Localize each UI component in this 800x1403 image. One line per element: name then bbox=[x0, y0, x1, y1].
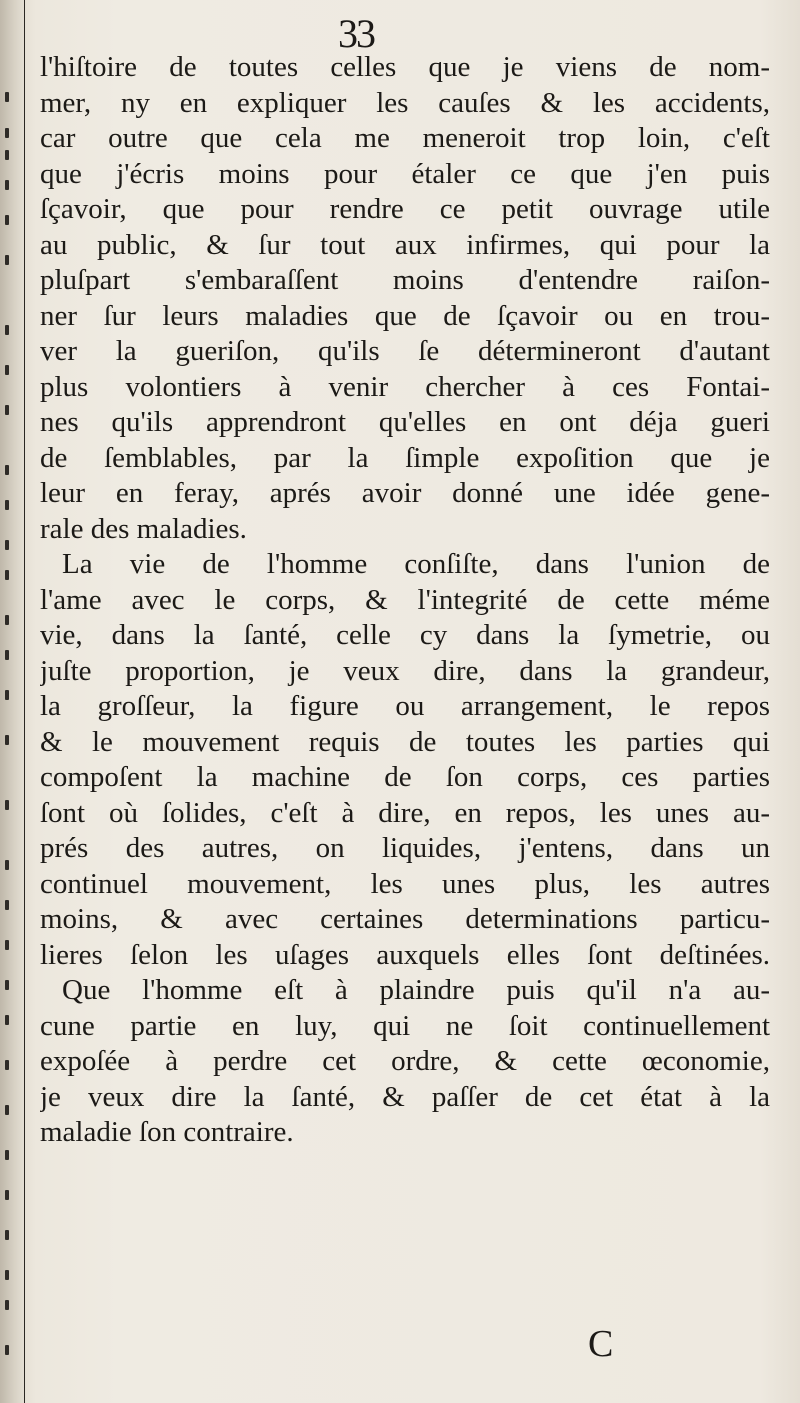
gutter-mark bbox=[5, 615, 9, 625]
gutter-mark bbox=[5, 465, 9, 475]
text-line: cune partie en luy, qui ne ſoit continuellement bbox=[40, 1009, 770, 1042]
gutter-mark bbox=[5, 900, 9, 910]
gutter-mark bbox=[5, 1345, 9, 1355]
paragraph-start-line: Que l'homme eſt à plaindre puis qu'il n'a au- bbox=[62, 974, 770, 1006]
gutter-mark bbox=[5, 800, 9, 810]
gutter-mark bbox=[5, 650, 9, 660]
gutter-mark bbox=[5, 325, 9, 335]
text-line: je veux dire la ſanté, & paſſer de cet état à la bbox=[40, 1080, 770, 1113]
text-line: ſont où ſolides, c'eſt à dire, en repos, les unes au- bbox=[40, 796, 770, 829]
gutter-mark bbox=[5, 690, 9, 700]
gutter-mark bbox=[5, 860, 9, 870]
text-line: mer, ny en expliquer les cauſes & les accidents, bbox=[40, 86, 770, 119]
text-line: lieres ſelon les uſages auxquels elles ſont deſtinées. bbox=[40, 938, 770, 971]
text-line: prés des autres, on liquides, j'entens, dans un bbox=[40, 832, 770, 864]
text-line: l'ame avec le corps, & l'integrité de cette méme bbox=[40, 583, 770, 616]
text-line: & le mouvement requis de toutes les parties qui bbox=[40, 725, 770, 758]
gutter-mark bbox=[5, 255, 9, 265]
gutter-mark bbox=[5, 1105, 9, 1115]
gutter-mark bbox=[5, 1015, 9, 1025]
text-line: expoſée à perdre cet ordre, & cette œconomie, bbox=[40, 1045, 770, 1077]
text-line: pluſpart s'embaraſſent moins d'entendre raiſon- bbox=[40, 264, 770, 296]
text-line: vie, dans la ſanté, celle cy dans la ſymetrie, ou bbox=[40, 619, 770, 651]
gutter-mark bbox=[5, 1230, 9, 1240]
gutter-mark bbox=[5, 1300, 9, 1310]
text-line: continuel mouvement, les unes plus, les autres bbox=[40, 867, 770, 900]
text-line: plus volontiers à venir chercher à ces Fontai- bbox=[40, 370, 770, 403]
text-line: de ſemblables, par la ſimple expoſition que je bbox=[40, 441, 770, 474]
text-line: que j'écris moins pour étaler ce que j'en puis bbox=[40, 157, 770, 190]
gutter-mark bbox=[5, 365, 9, 375]
gutter-mark bbox=[5, 570, 9, 580]
text-line: compoſent la machine de ſon corps, ces parties bbox=[40, 761, 770, 793]
gutter-mark bbox=[5, 150, 9, 160]
text-line: au public, & ſur tout aux infirmes, qui pour la bbox=[40, 228, 770, 261]
gutter-mark bbox=[5, 540, 9, 550]
gutter-mark bbox=[5, 500, 9, 510]
paragraph-start-line: La vie de l'homme conſiſte, dans l'union de bbox=[62, 548, 770, 580]
body-text bbox=[40, 50, 770, 1151]
gutter-mark bbox=[5, 735, 9, 745]
text-line: ver la gueriſon, qu'ils ſe détermineront d'autant bbox=[40, 335, 770, 367]
text-line: leur en feray, aprés avoir donné une idée gene- bbox=[40, 477, 770, 509]
text-line: ſçavoir, que pour rendre ce petit ouvrage utile bbox=[40, 193, 770, 225]
text-line: moins, & avec certaines determinations particu- bbox=[40, 903, 770, 935]
gutter-mark bbox=[5, 940, 9, 950]
text-line: nes qu'ils apprendront qu'elles en ont déja gueri bbox=[40, 406, 770, 438]
gutter-mark bbox=[5, 1060, 9, 1070]
paragraph-end-line: maladie ſon contraire. bbox=[40, 1116, 294, 1148]
binding-gutter bbox=[0, 0, 25, 1403]
gutter-mark bbox=[5, 180, 9, 190]
text-line: l'hiſtoire de toutes celles que je viens de nom- bbox=[40, 51, 770, 83]
page-number: 33 bbox=[338, 11, 374, 56]
text-line: juſte proportion, je veux dire, dans la grandeur, bbox=[40, 654, 770, 687]
text-line: car outre que cela me meneroit trop loin, c'eſt bbox=[40, 122, 770, 154]
gutter-mark bbox=[5, 128, 9, 138]
gutter-mark bbox=[5, 1150, 9, 1160]
gutter-mark bbox=[5, 980, 9, 990]
signature-mark: C bbox=[588, 1323, 614, 1365]
gutter-mark bbox=[5, 405, 9, 415]
gutter-mark bbox=[5, 1190, 9, 1200]
gutter-mark bbox=[5, 215, 9, 225]
gutter-mark bbox=[5, 92, 9, 102]
paragraph-end-line: rale des maladies. bbox=[40, 512, 247, 545]
text-line: ner ſur leurs maladies que de ſçavoir ou en trou- bbox=[40, 299, 770, 332]
text-line: la groſſeur, la figure ou arrangement, le repos bbox=[40, 690, 770, 722]
gutter-mark bbox=[5, 1270, 9, 1280]
